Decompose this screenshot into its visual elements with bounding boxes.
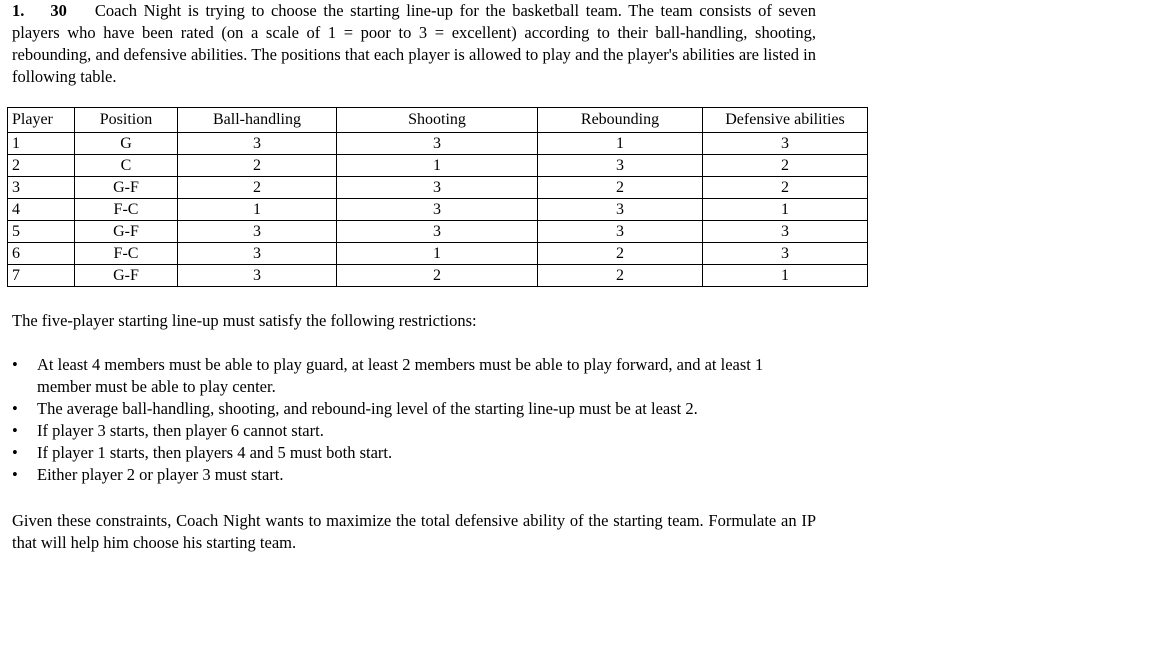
cell-position: G-F [75, 265, 178, 287]
cell-shooting: 2 [337, 265, 538, 287]
cell-rebounding: 2 [538, 177, 703, 199]
cell-rebounding: 3 [538, 199, 703, 221]
cell-ball-handling: 3 [178, 243, 337, 265]
cell-position: F-C [75, 199, 178, 221]
column-header-shooting: Shooting [337, 108, 538, 133]
cell-shooting: 1 [337, 243, 538, 265]
cell-player: 4 [8, 199, 75, 221]
closing-paragraph: Given these constraints, Coach Night wants to maximize the total defensive ability of the starting team. Formulate an IP that will help him choose his starting team. [12, 511, 816, 552]
restriction-text: If player 1 starts, then players 4 and 5 must both start. [37, 443, 393, 462]
cell-shooting: 1 [337, 155, 538, 177]
column-header-position: Position [75, 108, 178, 133]
cell-player: 3 [8, 177, 75, 199]
table-row [8, 133, 868, 155]
cell-defensive: 3 [703, 133, 868, 155]
cell-defensive: 2 [703, 177, 868, 199]
cell-shooting: 3 [337, 133, 538, 155]
bullet-icon: • [12, 399, 18, 418]
cell-position: G-F [75, 221, 178, 243]
cell-defensive: 1 [703, 265, 868, 287]
cell-shooting: 3 [337, 199, 538, 221]
problem-statement [12, 0, 816, 88]
cell-ball-handling: 2 [178, 177, 337, 199]
bullet-icon: • [12, 465, 18, 484]
cell-player: 2 [8, 155, 75, 177]
cell-ball-handling: 3 [178, 265, 337, 287]
list-item [12, 354, 818, 398]
restriction-text: The average ball-handling, shooting, and rebound-ing level of the starting line-up must be at least 2. [37, 399, 698, 418]
table-row [8, 155, 868, 177]
cell-rebounding: 2 [538, 243, 703, 265]
table-header-row [8, 108, 868, 133]
cell-defensive: 1 [703, 199, 868, 221]
cell-defensive: 3 [703, 221, 868, 243]
table-row [8, 177, 868, 199]
cell-player: 7 [8, 265, 75, 287]
cell-player: 6 [8, 243, 75, 265]
cell-rebounding: 1 [538, 133, 703, 155]
cell-defensive: 3 [703, 243, 868, 265]
bullet-icon: • [12, 421, 18, 440]
player-ratings-table [7, 107, 868, 287]
list-item [12, 442, 818, 464]
restrictions-intro: The five-player starting line-up must satisfy the following restrictions: [12, 311, 477, 330]
cell-defensive: 2 [703, 155, 868, 177]
table-row [8, 243, 868, 265]
question-points: 30 [50, 1, 67, 20]
cell-shooting: 3 [337, 177, 538, 199]
table-row [8, 199, 868, 221]
cell-shooting: 3 [337, 221, 538, 243]
list-item [12, 398, 818, 420]
bullet-icon: • [12, 443, 18, 462]
cell-position: F-C [75, 243, 178, 265]
table-row [8, 265, 868, 287]
restrictions-list [12, 354, 818, 486]
list-item [12, 420, 818, 442]
column-header-defensive-abilities: Defensive abilities [703, 108, 868, 133]
cell-rebounding: 3 [538, 155, 703, 177]
column-header-player: Player [8, 108, 75, 133]
cell-player: 1 [8, 133, 75, 155]
cell-ball-handling: 3 [178, 221, 337, 243]
bullet-icon: • [12, 355, 18, 374]
cell-ball-handling: 2 [178, 155, 337, 177]
cell-player: 5 [8, 221, 75, 243]
table-row [8, 221, 868, 243]
cell-rebounding: 2 [538, 265, 703, 287]
problem-intro-text: Coach Night is trying to choose the starting line-up for the basketball team. The team consists of seven players who have been rated (on a scale of 1 = poor to 3 = excellent) according to their ball-handling, shooting, rebounding, and defensive abilities. The positions that each player is allowed to play and the player's abilities are listed in following table. [12, 1, 816, 86]
restriction-text: Either player 2 or player 3 must start. [37, 465, 284, 484]
restriction-text: At least 4 members must be able to play guard, at least 2 members must be able to play forward, and at least 1 member must be able to play center. [37, 355, 764, 396]
column-header-rebounding: Rebounding [538, 108, 703, 133]
question-number: 1. [12, 1, 25, 20]
cell-rebounding: 3 [538, 221, 703, 243]
cell-position: G [75, 133, 178, 155]
restriction-text: If player 3 starts, then player 6 cannot start. [37, 421, 324, 440]
list-item [12, 464, 818, 486]
cell-position: G-F [75, 177, 178, 199]
cell-ball-handling: 1 [178, 199, 337, 221]
cell-ball-handling: 3 [178, 133, 337, 155]
column-header-ball-handling: Ball-handling [178, 108, 337, 133]
cell-position: C [75, 155, 178, 177]
